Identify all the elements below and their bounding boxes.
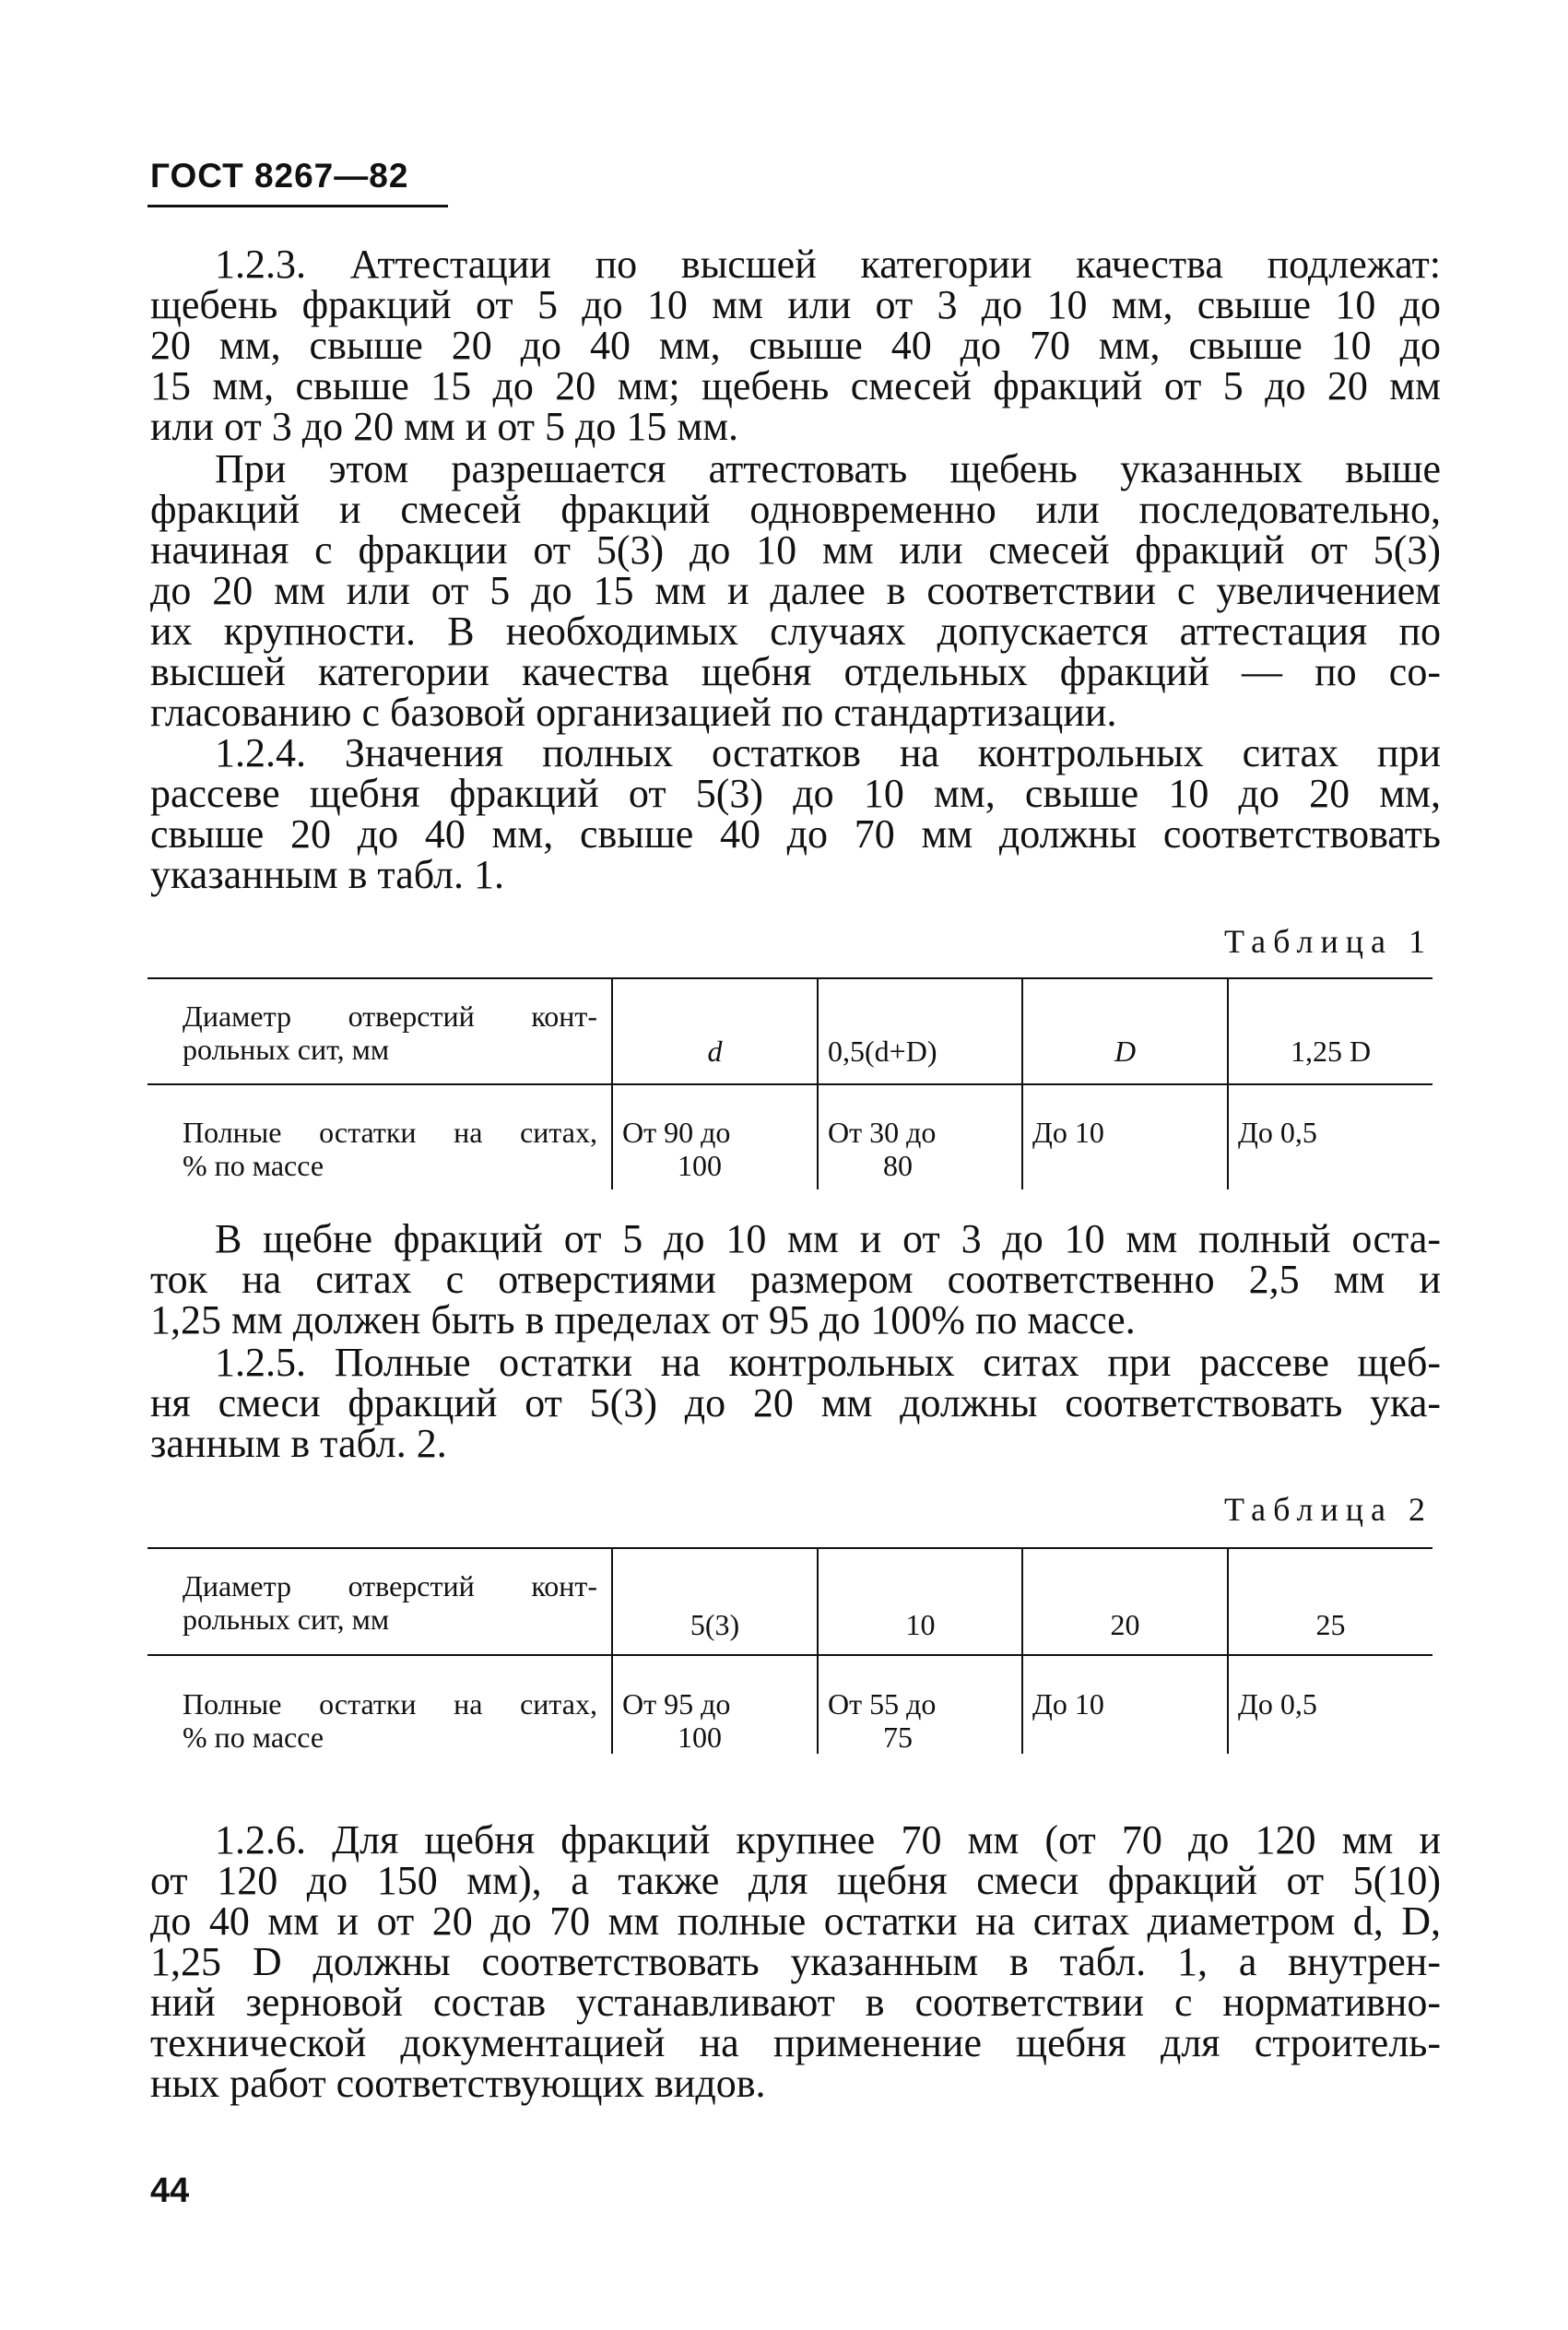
text-line: ных работ соответствующих видов. (150, 2061, 766, 2106)
header-label: Диаметр отверстий конт- рольных сит, мм (183, 1569, 597, 1636)
text-line: до 20 мм или от 5 до 15 мм и далее в соответствии с увеличением (150, 568, 1441, 613)
text-line: высшей категории качества щебня отдельных фракций — по со- (150, 649, 1441, 694)
text-line: технической документацией на применение щебня для строитель- (150, 2020, 1441, 2065)
table-1 (147, 977, 1432, 1189)
column-header: 5(3) (690, 1608, 740, 1641)
text-line: начиная с фракции от 5(3) до 10 мм или смесей фракций от 5(3) (150, 527, 1441, 573)
header-rule (147, 205, 448, 207)
text-line: свыше 20 до 40 мм, свыше 40 до 70 мм должны соответствовать (150, 811, 1441, 857)
column-divider (611, 1547, 613, 1754)
value-cell: До 0,5 (1238, 1687, 1317, 1721)
column-divider (611, 977, 613, 1189)
row-label: Полные остатки на ситах, % по массе (183, 1687, 597, 1754)
text-line: занным в табл. 2. (150, 1421, 447, 1466)
text-line: В щебне фракций от 5 до 10 мм и от 3 до 10 мм полный оста- (215, 1216, 1441, 1261)
column-header: 1,25 D (1290, 1035, 1372, 1068)
document-code: ГОСТ 8267—82 (150, 157, 409, 195)
page-number: 44 (150, 2171, 190, 2210)
column-header: 20 (1110, 1608, 1140, 1641)
value-cell: До 10 (1032, 1687, 1104, 1721)
table-rule (147, 1654, 1432, 1656)
text-line: их крупности. В необходимых случаях допускается аттестация по (150, 609, 1441, 654)
value-cell: От 55 до 75 (828, 1687, 937, 1754)
column-divider (1227, 1547, 1229, 1754)
table-rule (147, 1547, 1432, 1549)
paragraph-1-2-4 (150, 730, 1441, 897)
text-line: или от 3 до 20 мм и от 5 до 15 мм. (150, 404, 739, 449)
row-label: Полные остатки на ситах, % по массе (183, 1116, 597, 1182)
column-divider (817, 1547, 819, 1754)
text-line: 1,25 D должны соответствовать указанным в табл. 1, а внутрен- (150, 1939, 1441, 1984)
value-cell: До 10 (1032, 1116, 1104, 1149)
text-line: При этом разрешается аттестовать щебень указанных выше (215, 446, 1441, 491)
text-line: ня смеси фракций от 5(3) до 20 мм должны соответствовать ука- (150, 1380, 1441, 1425)
column-divider (817, 977, 819, 1189)
value-cell: До 0,5 (1238, 1116, 1317, 1149)
value-cell: От 30 до 80 (828, 1116, 937, 1182)
text-line: 1.2.4. Значения полных остатков на контрольных ситах при (215, 730, 1441, 775)
column-divider (1021, 977, 1023, 1189)
text-line: щебень фракций от 5 до 10 мм или от 3 до 10 мм, свыше 10 до (150, 282, 1441, 327)
text-line: 15 мм, свыше 15 до 20 мм; щебень смесей фракций от 5 до 20 мм (150, 363, 1441, 408)
table-rule (147, 977, 1432, 979)
text-line: 1,25 мм должен быть в пределах от 95 до 100% по массе. (150, 1297, 1136, 1342)
column-header: 0,5(d+D) (828, 1035, 937, 1068)
text-line: от 120 до 150 мм), а также для щебня смеси фракций от 5(10) (150, 1858, 1441, 1903)
text-line: 1.2.3. Аттестации по высшей категории качества подлежат: (215, 242, 1441, 287)
column-header: d (707, 1035, 723, 1068)
text-line: до 40 мм и от 20 до 70 мм полные остатки на ситах диаметром d, D, (150, 1898, 1441, 1944)
text-line: ний зерновой состав устанавливают в соответствии с нормативно- (150, 1980, 1441, 2025)
value-cell: От 90 до 100 (622, 1116, 731, 1182)
table-2-caption: Таблица 2 (1224, 1491, 1432, 1528)
paragraph-1-2-6 (150, 1817, 1441, 2106)
column-header: 10 (905, 1608, 936, 1641)
table-2 (147, 1547, 1432, 1754)
paragraph-1-2-3 (150, 244, 1441, 447)
column-header: 25 (1315, 1608, 1346, 1641)
table-rule (147, 1083, 1432, 1085)
paragraph-1-2-3-continued (150, 446, 1441, 735)
paragraph-1-2-5 (150, 1342, 1441, 1464)
column-divider (1227, 977, 1229, 1189)
text-line: рассеве щебня фракций от 5(3) до 10 мм, свыше 10 до 20 мм, (150, 771, 1441, 816)
text-line: ток на ситах с отверстиями размером соответственно 2,5 мм и (150, 1257, 1441, 1302)
column-header: D (1114, 1035, 1137, 1068)
text-line: указанным в табл. 1. (150, 852, 504, 897)
column-divider (1021, 1547, 1023, 1754)
text-line: гласованию с базовой организацией по стандартизации. (150, 690, 1117, 735)
paragraph-after-table-1 (150, 1216, 1441, 1342)
text-line: 20 мм, свыше 20 до 40 мм, свыше 40 до 70 мм, свыше 10 до (150, 323, 1441, 368)
header-label: Диаметр отверстий конт- рольных сит, мм (183, 999, 597, 1066)
value-cell: От 95 до 100 (622, 1687, 731, 1754)
text-line: 1.2.6. Для щебня фракций крупнее 70 мм (от 70 до 120 мм и (215, 1817, 1441, 1863)
table-1-caption: Таблица 1 (1224, 923, 1432, 960)
text-line: 1.2.5. Полные остатки на контрольных ситах при рассеве щеб- (215, 1340, 1441, 1385)
text-line: фракций и смесей фракций одновременно или последовательно, (150, 487, 1441, 532)
